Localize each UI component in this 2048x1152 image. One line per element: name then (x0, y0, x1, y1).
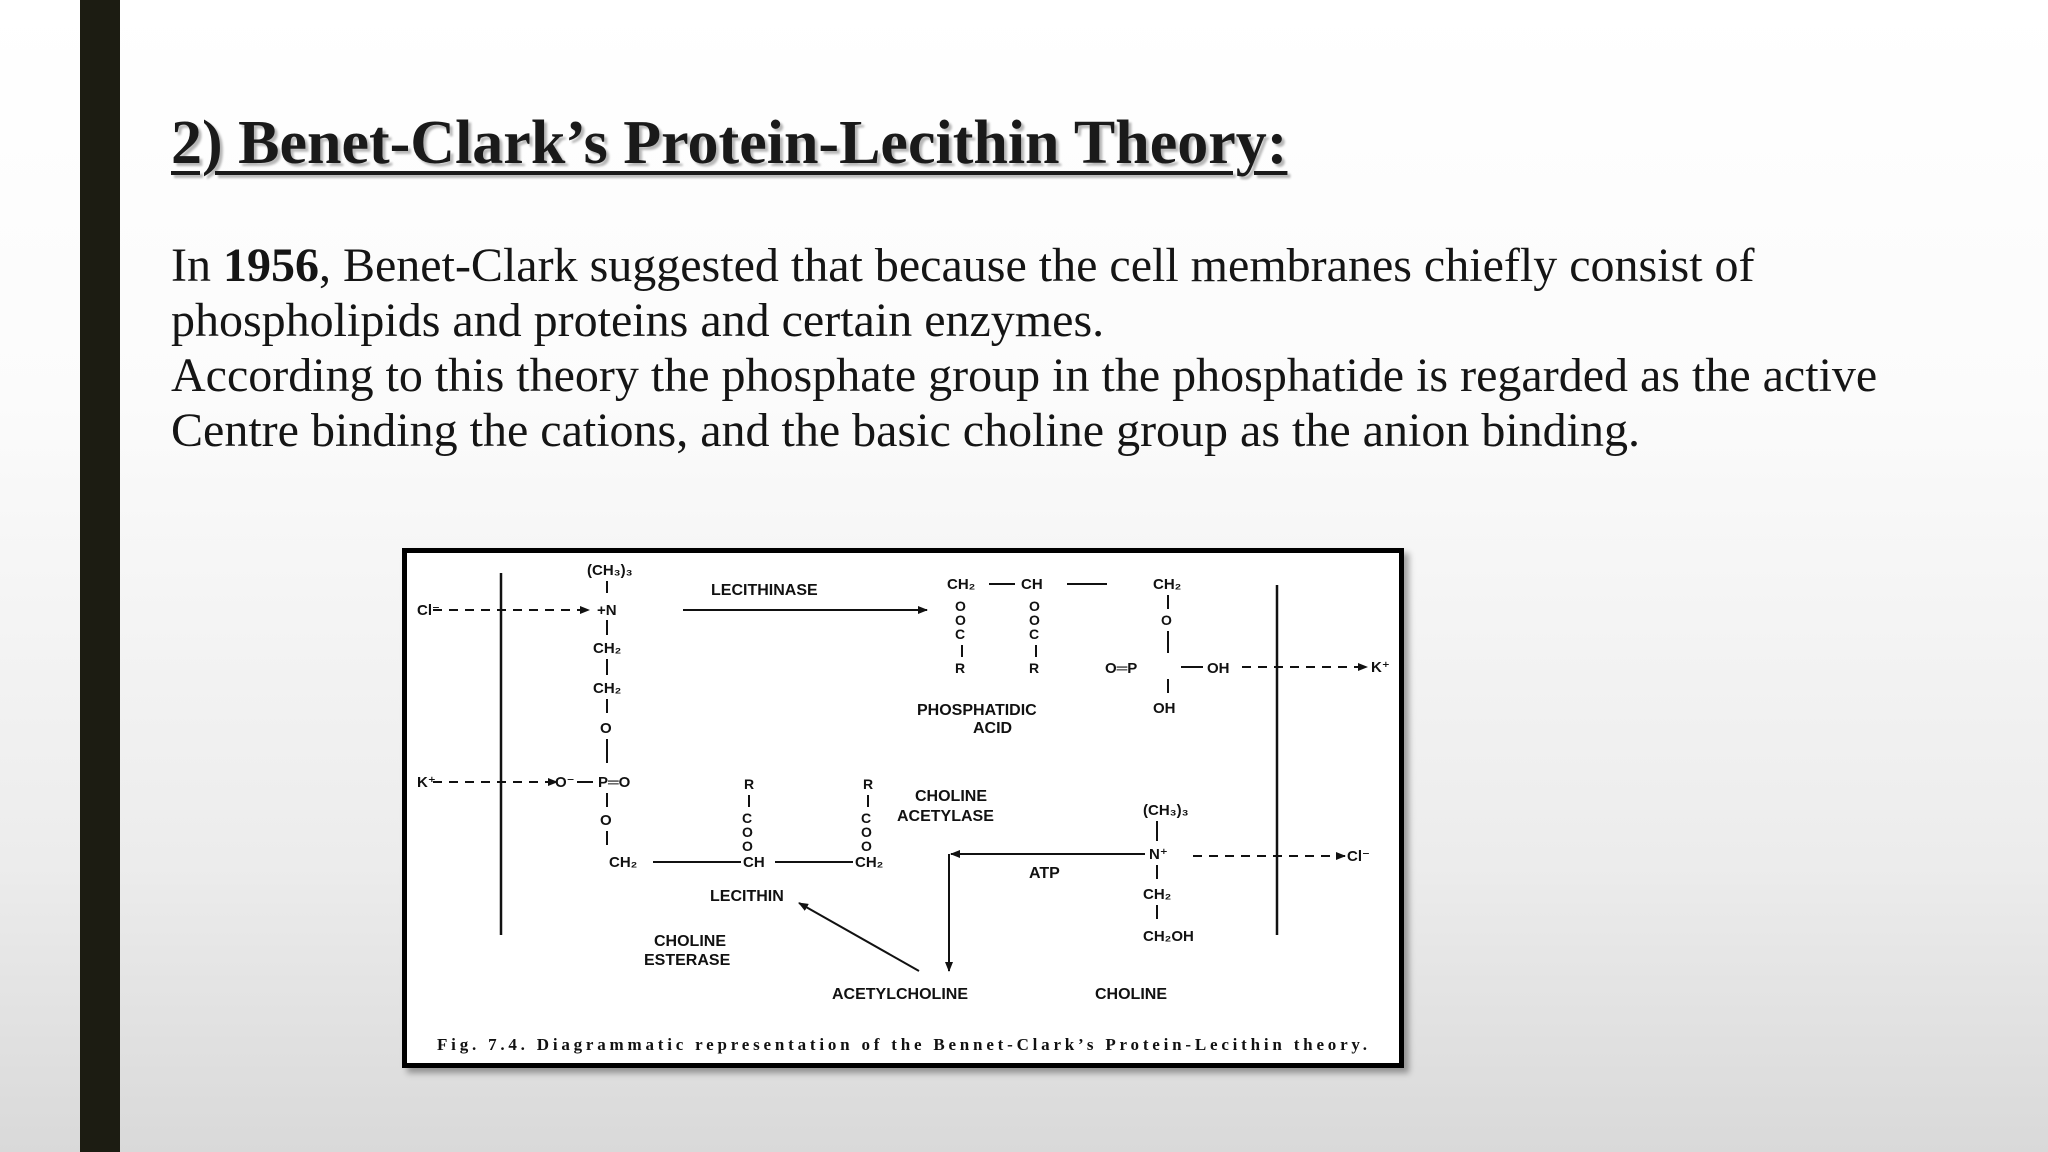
pa-c-1: C (955, 626, 966, 642)
lecithin-ch2-1: CH₂ (593, 640, 622, 657)
label-choline-esterase-1: CHOLINE (654, 933, 726, 950)
lecithin-ch2-2: CH₂ (593, 680, 622, 697)
figure-caption: Fig. 7.4. Diagrammatic representation of the Bennet-Clark’s Protein-Lecithin theory. (437, 1035, 1368, 1054)
label-choline-esterase-2: ESTERASE (644, 952, 731, 969)
pa-ch: CH (1021, 576, 1043, 593)
pa-o-1a: O (955, 598, 966, 614)
lecithin-trimethyl: (CH₃)₃ (587, 562, 633, 579)
lecithin-ch: CH (743, 854, 765, 871)
paragraph-1-rest: , Benet-Clark suggested that because the cell membranes chiefly consist of phospholipids and proteins and certain enzymes. (171, 239, 1755, 347)
slide-accent-bar (80, 0, 120, 1152)
lecithin-phosphate: P═O (598, 774, 631, 791)
pa-oxygen: O (1161, 612, 1172, 628)
lecithin-ch2-3: CH₂ (609, 854, 638, 871)
lecithin-oxygen-2: O (600, 812, 612, 829)
choline-trimethyl: (CH₃)₃ (1143, 802, 1189, 819)
pa-r-2: R (1029, 660, 1040, 676)
ester-c-1: C (742, 810, 753, 826)
ester-r-2: R (863, 776, 874, 792)
ester-c-2: C (861, 810, 872, 826)
pa-r-1: R (955, 660, 966, 676)
chloride-ion-right: Cl⁻ (1347, 848, 1370, 865)
pa-o-2b: O (1029, 612, 1040, 628)
label-phosphatidic-1: PHOSPHATIDIC (917, 702, 1037, 719)
label-lecithinase: LECITHINASE (711, 582, 818, 599)
label-lecithin: LECITHIN (710, 888, 784, 905)
lecithin-ch2-4: CH₂ (855, 854, 884, 871)
lecithin-oxygen-1: O (600, 720, 612, 737)
slide-body (171, 238, 1911, 458)
paragraph-1 (171, 238, 1911, 348)
pa-oh-bottom: OH (1153, 700, 1176, 717)
lecithin-o-minus: O⁻ (555, 774, 575, 791)
label-atp: ATP (1029, 865, 1060, 882)
choline-esterase-arrow (799, 903, 919, 971)
choline-ch2: CH₂ (1143, 886, 1172, 903)
pa-o-eq-p: O═P (1105, 660, 1138, 677)
ester-o-1a: O (742, 824, 753, 840)
pa-ch2-right: CH₂ (1153, 576, 1182, 593)
potassium-ion-left: K⁺ (417, 774, 436, 791)
diagram-svg (407, 553, 1399, 1063)
figure-protein-lecithin-diagram (402, 548, 1404, 1068)
paragraph-2: According to this theory the phosphate group in the phosphatide is regarded as the active Centre binding the cations, and the basic choline group as the anion binding. (171, 349, 1878, 457)
paragraph-1-lead: In (171, 239, 223, 292)
ester-o-2b: O (861, 838, 872, 854)
lecithin-nitrogen: +N (597, 602, 617, 619)
label-choline: CHOLINE (1095, 986, 1167, 1003)
pa-oh-right: OH (1207, 660, 1230, 677)
pa-o-2a: O (1029, 598, 1040, 614)
ester-o-1b: O (742, 838, 753, 854)
label-choline-acetylase-1: CHOLINE (915, 788, 987, 805)
ester-r-1: R (744, 776, 755, 792)
year-1956: 1956 (222, 239, 319, 292)
choline-ch2oh: CH₂OH (1143, 928, 1194, 945)
slide-title: 2) Benet-Clark’s Protein-Lecithin Theory: (171, 109, 1288, 177)
ester-o-2a: O (861, 824, 872, 840)
pa-o-1b: O (955, 612, 966, 628)
choline-nitrogen: N⁺ (1149, 846, 1168, 863)
pa-ch2: CH₂ (947, 576, 976, 593)
pa-c-2: C (1029, 626, 1040, 642)
potassium-ion-right: K⁺ (1371, 659, 1390, 676)
label-choline-acetylase-2: ACETYLASE (897, 808, 994, 825)
chloride-ion-left: Cl⁻ (417, 602, 440, 619)
label-acetylcholine: ACETYLCHOLINE (832, 986, 968, 1003)
label-phosphatidic-2: ACID (973, 720, 1013, 737)
